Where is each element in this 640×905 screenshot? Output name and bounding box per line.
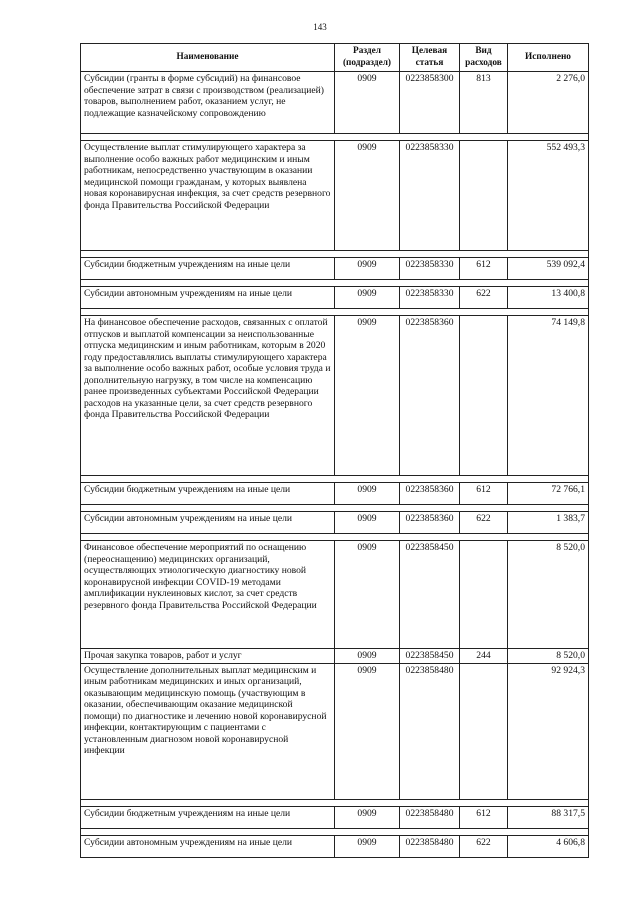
cell-executed: 8 520,0	[508, 649, 589, 664]
cell-kind	[460, 541, 508, 649]
cell-article: 0223858450	[400, 541, 460, 649]
cell-name: Субсидии (гранты в форме субсидий) на финансовое обеспечение затрат в связи с производством (реализацией) товаров, выполнением работ, оказанием услуг, не подлежащие казначейскому сопровождению	[81, 72, 335, 134]
table-row	[81, 663, 589, 799]
cell-executed: 88 317,5	[508, 806, 589, 828]
cell-name: Осуществление выплат стимулирующего характера за выполнение особо важных работ медицинским и иным работникам, непосредственно участвующим в оказании медицинской помощи гражданам, у которых выявлена новая коронавирусная инфекция, за счет средств резервного фонда Правительства Российской Федерации	[81, 141, 335, 251]
cell-section: 0909	[335, 287, 400, 309]
row-spacer	[81, 251, 589, 258]
cell-executed: 2 276,0	[508, 72, 589, 134]
cell-section: 0909	[335, 806, 400, 828]
row-spacer	[81, 309, 589, 316]
cell-name: Субсидии автономным учреждениям на иные цели	[81, 835, 335, 857]
table-row	[81, 258, 589, 280]
cell-name: На финансовое обеспечение расходов, связанных с оплатой отпусков и выплатой компенсации за неиспользованные отпуска медицинским и иным работникам, которым в 2020 году предоставлялись выплаты стимулирующего характера за выполнение особо важных работ, особые условия труда и дополнительную нагрузку, в том числе на компенсацию ранее произведенных субъектами Российской Федерации расходов на указанные цели, за счет средств резервного фонда Правительства Российской Федерации	[81, 316, 335, 476]
table-row	[81, 649, 589, 664]
row-spacer	[81, 280, 589, 287]
table-row	[81, 835, 589, 857]
cell-section: 0909	[335, 835, 400, 857]
cell-executed: 8 520,0	[508, 541, 589, 649]
cell-section: 0909	[335, 316, 400, 476]
cell-name: Прочая закупка товаров, работ и услуг	[81, 649, 335, 664]
cell-executed: 4 606,8	[508, 835, 589, 857]
cell-article: 0223858330	[400, 287, 460, 309]
header-executed: Исполнено	[508, 44, 589, 72]
row-spacer	[81, 476, 589, 483]
row-spacer	[81, 828, 589, 835]
cell-article: 0223858450	[400, 649, 460, 664]
cell-kind: 612	[460, 258, 508, 280]
cell-article: 0223858300	[400, 72, 460, 134]
table-row	[81, 806, 589, 828]
cell-kind: 813	[460, 72, 508, 134]
row-spacer	[81, 534, 589, 541]
cell-executed: 92 924,3	[508, 663, 589, 799]
cell-executed: 74 149,8	[508, 316, 589, 476]
cell-name: Субсидии бюджетным учреждениям на иные цели	[81, 483, 335, 505]
table-row	[81, 287, 589, 309]
cell-name: Финансовое обеспечение мероприятий по оснащению (переоснащению) медицинских организаций, осуществляющих этиологическую диагностику новой коронавирусной инфекции COVID-19 методами амплификации нуклеиновых кислот, за счет средств резервного фонда Правительства Российской Федерации	[81, 541, 335, 649]
cell-kind: 622	[460, 835, 508, 857]
cell-section: 0909	[335, 483, 400, 505]
cell-executed: 539 092,4	[508, 258, 589, 280]
cell-executed: 72 766,1	[508, 483, 589, 505]
table-row	[81, 141, 589, 251]
cell-section: 0909	[335, 663, 400, 799]
cell-name: Субсидии автономным учреждениям на иные цели	[81, 512, 335, 534]
header-article: Целевая статья	[400, 44, 460, 72]
cell-article: 0223858360	[400, 483, 460, 505]
table-row	[81, 72, 589, 134]
table-row	[81, 316, 589, 476]
table-header-row	[81, 44, 589, 72]
cell-name: Субсидии бюджетным учреждениям на иные цели	[81, 258, 335, 280]
cell-name: Осуществление дополнительных выплат медицинским и иным работникам медицинских и иных организаций, оказывающим медицинскую помощь (участвующим в оказании, обеспечивающим оказание медицинской помощи) по диагностике и лечению новой коронавирусной инфекции, контактирующим с пациентами с установленным диагнозом новой коронавирусной инфекции	[81, 663, 335, 799]
cell-section: 0909	[335, 141, 400, 251]
cell-kind	[460, 316, 508, 476]
cell-section: 0909	[335, 649, 400, 664]
row-spacer	[81, 505, 589, 512]
row-spacer	[81, 799, 589, 806]
cell-article: 0223858480	[400, 835, 460, 857]
cell-article: 0223858480	[400, 663, 460, 799]
cell-article: 0223858360	[400, 512, 460, 534]
budget-execution-table	[80, 43, 589, 858]
cell-kind	[460, 141, 508, 251]
cell-name: Субсидии бюджетным учреждениям на иные цели	[81, 806, 335, 828]
cell-kind: 244	[460, 649, 508, 664]
cell-kind: 622	[460, 512, 508, 534]
table-row	[81, 512, 589, 534]
cell-section: 0909	[335, 541, 400, 649]
page-number: 143	[313, 22, 327, 32]
header-section: Раздел (подраздел)	[335, 44, 400, 72]
cell-section: 0909	[335, 512, 400, 534]
cell-executed: 13 400,8	[508, 287, 589, 309]
cell-article: 0223858330	[400, 258, 460, 280]
cell-article: 0223858330	[400, 141, 460, 251]
cell-section: 0909	[335, 72, 400, 134]
cell-kind: 612	[460, 806, 508, 828]
cell-executed: 1 383,7	[508, 512, 589, 534]
cell-article: 0223858360	[400, 316, 460, 476]
cell-name: Субсидии автономным учреждениям на иные цели	[81, 287, 335, 309]
cell-kind: 612	[460, 483, 508, 505]
cell-executed: 552 493,3	[508, 141, 589, 251]
table-row	[81, 541, 589, 649]
header-kind: Вид расходов	[460, 44, 508, 72]
cell-kind: 622	[460, 287, 508, 309]
table-row	[81, 483, 589, 505]
header-name: Наименование	[81, 44, 335, 72]
row-spacer	[81, 134, 589, 141]
cell-section: 0909	[335, 258, 400, 280]
cell-kind	[460, 663, 508, 799]
cell-article: 0223858480	[400, 806, 460, 828]
